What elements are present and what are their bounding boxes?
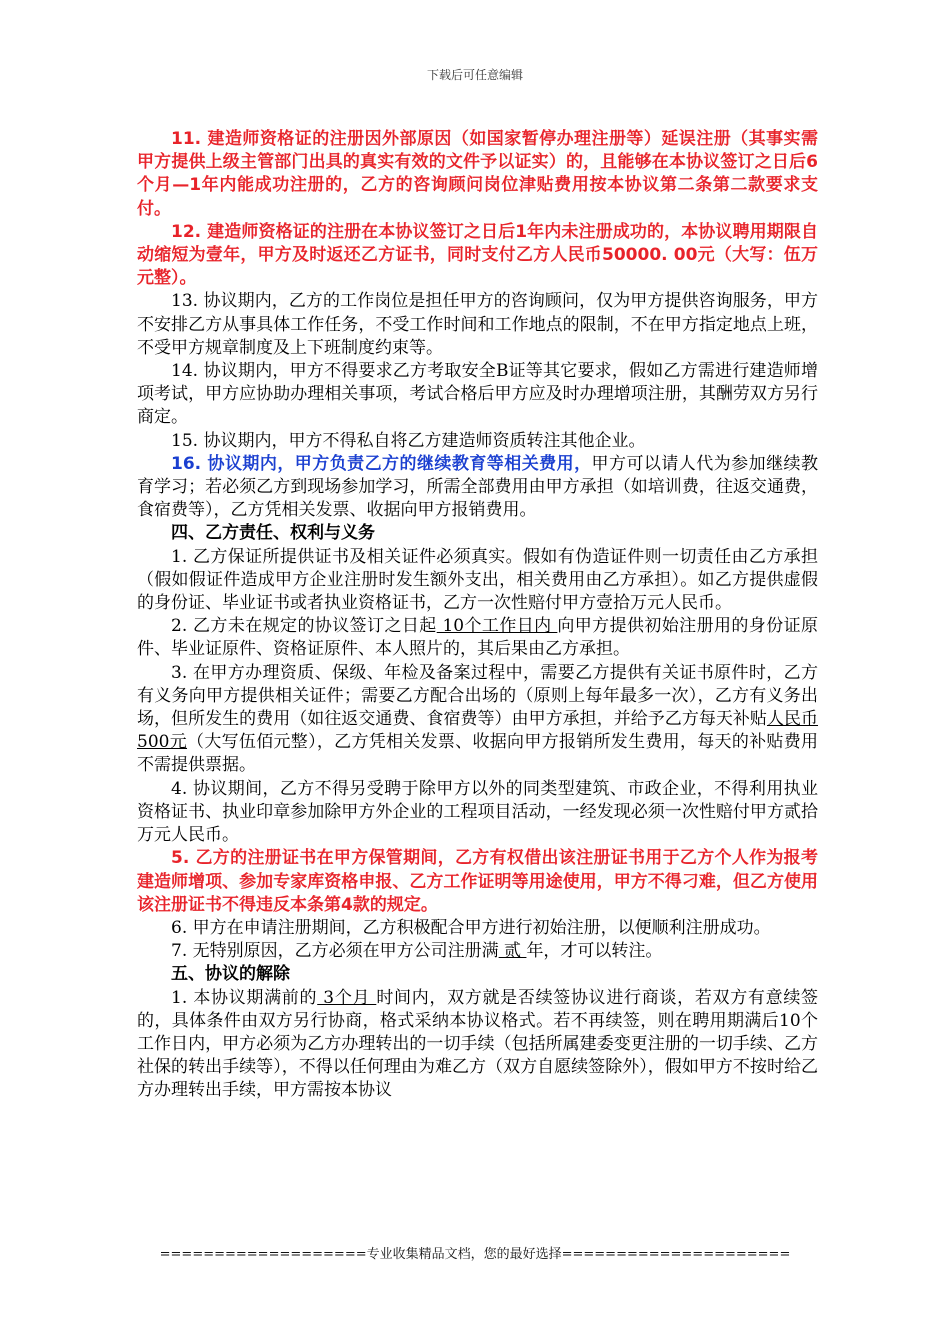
section-5-item-1 bbox=[137, 987, 818, 1103]
page-footer: ===================专业收集精品文档，您的最好选择===================== bbox=[159, 1247, 791, 1262]
section-4-item-7-text-b: 年，才可以转注。 bbox=[526, 941, 663, 962]
section-4-item-2-deadline: 10个工作日内 bbox=[436, 616, 558, 637]
document-body bbox=[137, 128, 818, 1103]
page-header: 下载后可任意编辑 bbox=[426, 68, 523, 82]
section-4-item-2 bbox=[137, 615, 818, 661]
clause-16-highlight: 协议期内，甲方负责乙方的继续教育等相关费用， bbox=[207, 453, 592, 474]
clause-12: 12. 建造师资格证的注册在本协议签订之日后1年内未注册成功的，本协议聘用期限自动缩短为壹年，甲方及时返还乙方证书，同时支付乙方人民币50000. 00元（大写：伍万元整）。 bbox=[137, 221, 818, 289]
section-4-item-1: 1. 乙方保证所提供证书及相关证件必须真实。假如有伪造证件则一切责任由乙方承担（假如假证件造成甲方企业注册时发生额外支出，相关费用由乙方承担）。如乙方提供虚假的身份证、毕业证书或者执业资格证书，乙方一次性赔付甲方壹拾万元人民币。 bbox=[137, 546, 818, 614]
clause-11: 11. 建造师资格证的注册因外部原因（如国家暂停办理注册等）延误注册（其事实需甲方提供上级主管部门出具的真实有效的文件予以证实）的，且能够在本协议签订之日后6个月—1年内能成功注册的，乙方的咨询顾问岗位津贴费用按本协议第二条第二款要求支付。 bbox=[137, 129, 818, 219]
section-4-item-4: 4. 协议期间，乙方不得另受聘于除甲方以外的同类型建筑、市政企业，不得利用执业资格证书、执业印章参加除甲方外企业的工程项目活动，一经发现必须一次性赔付甲方贰拾万元人民币。 bbox=[137, 778, 818, 846]
section-5-item-1-text-a: 1. 本协议期满前的 bbox=[171, 987, 318, 1008]
section-4-item-7-text-a: 7. 无特别原因，乙方必须在甲方公司注册满 bbox=[171, 941, 499, 962]
section-4-item-5: 5. 乙方的注册证书在甲方保管期间，乙方有权借出该注册证书用于乙方个人作为报考建造师增项、参加专家库资格申报、乙方工作证明等用途使用，甲方不得刁难，但乙方使用该注册证书不得违反本条第4款的规定。 bbox=[137, 848, 818, 915]
section-4-item-6: 6. 甲方在申请注册期间，乙方积极配合甲方进行初始注册，以便顺利注册成功。 bbox=[171, 917, 771, 938]
section-4-item-2-text-b: 向甲方提供初始注册用的身份证原件、毕业证原件、资格证原件、本人照片的，其后果由乙方承担。 bbox=[137, 616, 819, 660]
section-4-item-3-text-b: （大写伍佰元整），乙方凭相关发票、收据向甲方报销所发生费用，每天的补贴费用不需提供票据。 bbox=[137, 732, 818, 776]
section-4-item-2-text-a: 2. 乙方未在规定的协议签订之日起 bbox=[171, 616, 437, 637]
section-4-item-3-text-a: 3. 在甲方办理资质、保级、年检及备案过程中，需要乙方提供有关证书原件时，乙方有义务向甲方提供相关证件；需要乙方配合出场的（原则上每年最多一次），乙方有义务出场，但所发生的费用（如往返交通费、食宿费等）由甲方承担，并给予乙方每天补贴 bbox=[137, 662, 818, 730]
section-5-item-1-period: 3个月 bbox=[317, 987, 377, 1008]
section-4-item-3-amount: 人民币500元 bbox=[137, 709, 819, 753]
clause-14: 14. 协议期内，甲方不得要求乙方考取安全B证等其它要求，假如乙方需进行建造师增项考试，甲方应协助办理相关事项，考试合格后甲方应及时办理增项注册，其酬劳双方另行商定。 bbox=[137, 361, 818, 428]
clause-16-text: 甲方可以请人代为参加继续教育学习；若必须乙方到现场参加学习，所需全部费用由甲方承担（如培训费，往返交通费，食宿费等），乙方凭相关发票、收据向甲方报销费用。 bbox=[137, 453, 819, 521]
section-4-item-3 bbox=[137, 662, 818, 778]
clause-16-number: 16. bbox=[171, 453, 208, 474]
section-4-item-7 bbox=[137, 940, 818, 963]
section-4-heading: 四、乙方责任、权利与义务 bbox=[171, 523, 375, 544]
section-5-heading: 五、协议的解除 bbox=[171, 964, 290, 985]
section-4-item-7-years: 贰 bbox=[498, 941, 527, 962]
clause-15: 15. 协议期内，甲方不得私自将乙方建造师资质转注其他企业。 bbox=[171, 430, 646, 451]
clause-16 bbox=[137, 453, 818, 523]
section-5-item-1-text-b: 时间内，双方就是否续签协议进行商谈，若双方有意续签的，具体条件由双方另行协商，格式采纳本协议格式。若不再续签，则在聘用期满后10个工作日内，甲方必须为乙方办理转出的一切手续（包括所属建委变更注册的一切手续、乙方社保的转出手续等），不得以任何理由为难乙方（双方自愿续签除外），假如甲方不按时给乙方办理转出手续，甲方需按本协议 bbox=[137, 987, 819, 1101]
clause-13: 13. 协议期内，乙方的工作岗位是担任甲方的咨询顾问，仅为甲方提供咨询服务，甲方不安排乙方从事具体工作任务，不受工作时间和工作地点的限制，不在甲方指定地点上班，不受甲方规章制度及上下班制度约束等。 bbox=[137, 291, 818, 358]
